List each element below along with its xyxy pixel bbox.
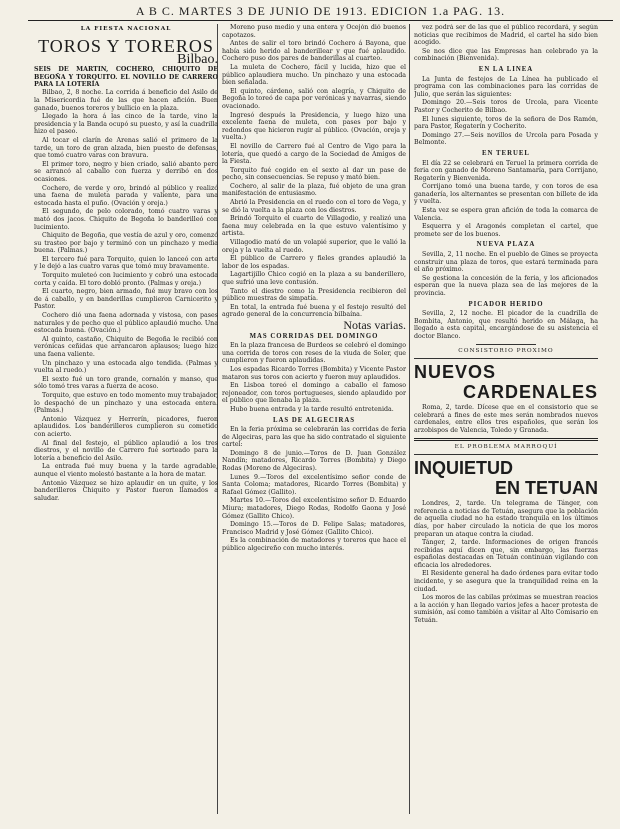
headline-inquietud: INQUIETUD xyxy=(414,458,513,479)
paragraph: Ingresó después la Presidencia, y luego hizo una excelente faena de muleta, con pases por bajo y redondos que hicieron rugir al público. (Ovación, oreja y vuelta.) xyxy=(222,111,406,142)
paragraph: El público de Carrero y fieles grandes aplaudió la labor de los espadas. xyxy=(222,255,406,270)
paragraph: En Lisboa toreó el domingo a caballo el famoso rejoneador, con toros portugueses, siendo aplaudido por el público que llenaba la plaza. xyxy=(222,382,406,405)
dateline-place: Bilbao. xyxy=(177,51,218,67)
headline-cardenales: CARDENALES xyxy=(462,382,598,403)
paragraph: El lunes siguiente, toros de la señora de Dos Ramón, para Pastor, Regaterín y Cocherito. xyxy=(414,115,598,131)
kicker-problema-marroqui: EL PROBLEMA MARROQUÍ xyxy=(454,443,558,450)
paragraph: Martes 10.—Toros del excelentísimo señor D. Eduardo Miura; matadores, Diego Rodas, Rodolfo Gaona y José Gómez (Gallito Chico). xyxy=(222,497,406,520)
paragraph: Antonio Vázquez y Herrerín, picadores, fueron aplaudidos. Los banderilleros cumplieron su cometido con acierto. xyxy=(34,415,218,438)
section-la-linea: EN LA LINEA xyxy=(478,65,534,73)
paragraph: Lagartijillo Chico cogió en la plaza a su banderillero, que sufrió una leve contusión. xyxy=(222,271,406,286)
paragraph: Cochero dió una faena adornada y vistosa, con pases naturales y de pecho que el público aplaudió mucho. Una estocada buena. (Ovación.) xyxy=(34,312,218,335)
paragraph: Al final del festejo, el público aplaudió a los tres diestros, y el novillo de Carrero fué sorteado para la lotería a beneficio del Asilo. xyxy=(34,439,218,462)
column-3 xyxy=(414,24,598,819)
paragraph: Es la combinación de matadores y toreros que hace el público algecireño con mucho interés. xyxy=(222,537,406,552)
kicker-consistorio: CONSISTORIO PROXIMO xyxy=(458,347,554,354)
paragraph: Abrió la Presidencia en el ruedo con el toro de Vega, y se dió la vuelta a la plaza con los diestros. xyxy=(222,199,406,214)
paragraph: El sexto fué un toro grande, cornalón y manso, que sólo tomó tres varas a fuerza de acoso. xyxy=(34,375,218,391)
article-body xyxy=(414,404,598,434)
paragraph: El tercero fué para Torquito, quien lo lanceó con arte y le dejó a las cuatro varas que tomó muy bravamente. xyxy=(34,255,218,271)
section-algeciras: LAS DE ALGECIRAS xyxy=(272,416,356,424)
paragraph: Se gestiona la concesión de la feria, y los aficionados esperan que la nueva plaza sea de las mejores de la provincia. xyxy=(414,274,598,297)
paragraph: Domingo 20.—Seis toros de Urcola, para Vicente Pastor y Cocherito de Bilbao. xyxy=(414,99,598,114)
article-body xyxy=(34,89,218,502)
paragraph: Corrijano tomó una buena tarde, y con toros de esa ganadería, los alternantes se presentan con billete de ida y vuelta. xyxy=(414,183,598,206)
column-divider xyxy=(409,24,410,814)
paragraph: La entrada fué muy buena y la tarde agradable, aunque el viento molestó bastante a la hora de matar. xyxy=(34,463,218,478)
headline-toros: TOROS Y TOREROS xyxy=(38,35,214,56)
subhead-bilbao: SEIS DE MARTIN, COCHERO, CHIQUITO DE BEGOÑA Y TORQUITO. EL NOVILLO DE CARRERO PARA LA LOTERÍA xyxy=(34,66,218,88)
header-rule xyxy=(28,20,613,21)
section-nueva-plaza: NUEVA PLAZA xyxy=(476,241,536,249)
paragraph: En la plaza francesa de Burdeos se celebró el domingo una corrida de toros con reses de la viuda de Soler, que cumplieron y fueron aplaudidas. xyxy=(222,342,406,365)
headline-nuevos: NUEVOS xyxy=(414,362,497,383)
paragraph: Tanto el diestro como la Presidencia recibieron del público muestras de simpatía. xyxy=(222,287,406,303)
paragraph: Sevilla, 2, 11 noche. En el pueblo de Gines se proyecta construir una plaza de toros, que estará terminada para el año próximo. xyxy=(414,251,598,274)
column-2 xyxy=(222,24,406,819)
paragraph: Bilbao, 2, 8 noche. La corrida á beneficio del Asilo de la Misericordia fué de las que hacen afición. Buen ganado, buenos toreros y bullicio en la plaza. xyxy=(34,89,218,112)
paragraph: Cochero, al salir de la plaza, fué objeto de una gran manifestación de entusiasmo. xyxy=(222,182,406,198)
divider xyxy=(476,344,536,345)
paragraph: Domingo 15.—Toros de D. Felipe Salas; matadores, Francisco Madrid y José Gómez (Gallito Chico). xyxy=(222,521,406,536)
section-mas-corridas: MAS CORRIDAS DEL DOMINGO xyxy=(249,332,379,340)
paragraph: Los moros de las cabilas próximas se muestran reacios a la acción y han llegado varios jefes a hacer protesta de sumisión, así como también a visitar al Alto Comisario en Tetuán. xyxy=(414,594,598,625)
article-body xyxy=(414,160,598,239)
paragraph: Villagodio mató de un volapié superior, que le valió la oreja y la vuelta al ruedo. xyxy=(222,239,406,254)
paragraph: Los espadas Ricardo Torres (Bombita) y Vicente Pastor mataron sus toros con acierto y fueron muy aplaudidos. xyxy=(222,365,406,381)
kicker-fiesta: LA FIESTA NACIONAL xyxy=(80,26,172,32)
article-body xyxy=(222,24,406,319)
section-picador-herido: PICADOR HERIDO xyxy=(468,300,544,308)
section-teruel: EN TERUEL xyxy=(482,149,530,157)
headline-notas-varias: Notas varias. xyxy=(343,317,406,332)
paragraph: Brindó Torquito el cuarto de Villagodio, y realizó una faena muy celebrada en la que estuvo valentísimo y artista. xyxy=(222,215,406,238)
article-body xyxy=(222,426,406,553)
paragraph: Al quinto, castaño, Chiquito de Begoña le recibió con verónicas ceñidas que arrancaron aplausos; luego hizo una faena valiente. xyxy=(34,335,218,358)
article-body xyxy=(414,76,598,147)
paragraph: Moreno puso medio y una entera y Ocejón dió buenos capotazos. xyxy=(222,24,406,39)
paragraph: El primer toro, negro y bien criado, salió abanto pero se arrancó al caballo con fuerza y derribó en dos ocasiones. xyxy=(34,160,218,183)
paragraph: Chiquito de Begoña, que vestía de azul y oro, comenzó su trasteo por bajo y terminó con un pinchazo y media buena. (Palmas.) xyxy=(34,232,218,255)
paragraph: Torquito fué cogido en el sexto al dar un pase de pecho, sin consecuencias. Se repuso y mató bien. xyxy=(222,166,406,182)
article-body xyxy=(414,251,598,298)
article-body xyxy=(414,500,598,625)
paragraph: Tánger, 2, tarde. Informaciones de origen francés recibidas aquí dicen que, sin embargo, las fuerzas españolas destacadas en Tetuán continúan vigilando con eficacia los alrededores. xyxy=(414,539,598,569)
paragraph: En la feria próxima se celebrarán las corridas de feria de Algeciras, para las que ha sido contratado el siguiente cartel: xyxy=(222,426,406,449)
article-body xyxy=(222,342,406,413)
column-1 xyxy=(34,24,218,819)
paragraph: Esquerra y el Aragonés completan el cartel, que promete ser de los buenos. xyxy=(414,223,598,238)
paragraph: vez podrá ser de las que el público recordará, y según noticias que recibimos de Madrid, el cartel ha sido bien acogido. xyxy=(414,24,598,47)
paragraph: El día 22 se celebrará en Teruel la primera corrida de feria con ganado de Moreno Santamaría, para Corrijano, Regaterín y Bienvenida. xyxy=(414,159,598,182)
paragraph: El segundo, de pelo colorado, tomó cuatro varas y mató dos jacos. Chiquito de Begoña lo banderilleó con lucimiento. xyxy=(34,208,218,231)
paragraph: Se nos dice que las Empresas han celebrado ya la combinación (Bienvenida). xyxy=(414,47,598,63)
paragraph: En total, la entrada fué buena y el festejo resultó del agrado general de la concurrencia bilbaína. xyxy=(222,303,406,319)
paragraph: Domingo 27.—Seis novillos de Urcola para Posada y Belmonte. xyxy=(414,131,598,147)
paragraph: Torquito, que estuvo en todo momento muy trabajador, lo despachó de un pinchazo y una estocada entera. (Palmas.) xyxy=(34,391,218,415)
paragraph: Londres, 2, tarde. Un telegrama de Tánger, con referencia a noticias de Tetuán, asegura que la población de aquella ciudad no ha estado tranquila en los últimos días, por haber circulado la noticia de que los moros preparan un ataque contra la ciudad. xyxy=(414,500,598,538)
article-body xyxy=(414,24,598,63)
paragraph: Esta vez se espera gran afición de toda la comarca de Valencia. xyxy=(414,207,598,222)
article-body xyxy=(414,310,598,340)
paragraph: Al tocar el clarín de Arenas salió el primero de la tarde, un toro de gran alzada, bien puesto de defensas, que tomó cuatro varas con bravura. xyxy=(34,136,218,160)
paragraph: Hubo buena entrada y la tarde resultó entretenida. xyxy=(230,405,394,413)
paragraph: Antonio Vázquez se hizo aplaudir en un quite, y los banderilleros Chiquito y Pastor fueron llamados a saludar. xyxy=(34,479,218,502)
paragraph: Sevilla, 2, 12 noche. El picador de la cuadrilla de Bombita, Antonio, que resultó herido en Málaga, ha llegado a esta capital, encargándose de su asistencia el doctor Blanco. xyxy=(414,310,598,340)
page-header: A B C. MARTES 3 DE JUNIO DE 1913. EDICION 1.a PAG. 13. xyxy=(135,4,506,18)
paragraph: El novillo de Carrero fué al Centro de Vigo para la lotería, que quedó a cargo de la Sociedad de Amigos de la Fiesta. xyxy=(222,142,406,166)
divider xyxy=(414,438,598,441)
paragraph: Llegado la hora á las cinco de la tarde, vino la presidencia y la Banda ocupó su puesto, y así la cuadrilla hizo el paseo. xyxy=(34,113,218,136)
paragraph: Cochero, de verde y oro, brindó al público y realizó una faena de muleta parada y valiente, para una estocada hasta el puño. (Ovación y oreja.) xyxy=(34,184,218,207)
paragraph: Domingo 8 de junio.—Toros de D. Juan González Nandín; matadores, Ricardo Torres (Bombita) y Diego Rodas (Moreno de Algeciras). xyxy=(222,449,406,473)
paragraph: La Junta de festejos de La Línea ha publicado el programa con las combinaciones para las corridas de Julio, que serán las siguientes: xyxy=(414,75,598,98)
paragraph: Antes de salir el toro brindó Cochero á Bayona, que había sido herido al banderillear y que fué aplaudido. Cochero puso dos pares de banderillas al cuarteo. xyxy=(222,40,406,63)
paragraph: El quinto, cárdeno, salió con alegría, y Chiquito de Begoña lo toreó de capa por verónicas y navarras, siendo ovacionado. xyxy=(222,87,406,110)
paragraph: Torquito muleteó con lucimiento y cobró una estocada corta y caída. El toro dobló pronto. (Palmas y oreja.) xyxy=(34,272,218,287)
paragraph: Un pinchazo y una estocada algo tendida. (Palmas y vuelta al ruedo.) xyxy=(34,359,218,375)
paragraph: Lunes 9.—Toros del excelentísimo señor conde de Santa Coloma; matadores, Ricardo Torres (Bombita) y Rafael Gómez (Gallito). xyxy=(222,473,406,496)
headline-en-tetuan: EN TETUAN xyxy=(495,478,598,499)
paragraph: Roma, 2, tarde. Dícese que en el consistorio que se celebrará a fines de este mes serán nombrados nuevos cardenales, entre ellos tres españoles, que serán los arzobispos de Valencia, Toledo y Granada. xyxy=(414,404,598,434)
paragraph: El cuarto, negro, bien armado, fué muy bravo con los de á caballo, y en banderillas cumplieron Carnicerito y Pastor. xyxy=(34,288,218,311)
paragraph: La muleta de Cochero, fácil y lucida, hizo que el público aplaudiera mucho. Un pinchazo y una estocada bien señalada. xyxy=(222,63,406,87)
paragraph: El Residente general ha dado órdenes para evitar todo incidente, y se asegura que la tranquilidad reina en la ciudad. xyxy=(414,570,598,593)
divider xyxy=(414,454,598,455)
divider xyxy=(414,358,598,359)
